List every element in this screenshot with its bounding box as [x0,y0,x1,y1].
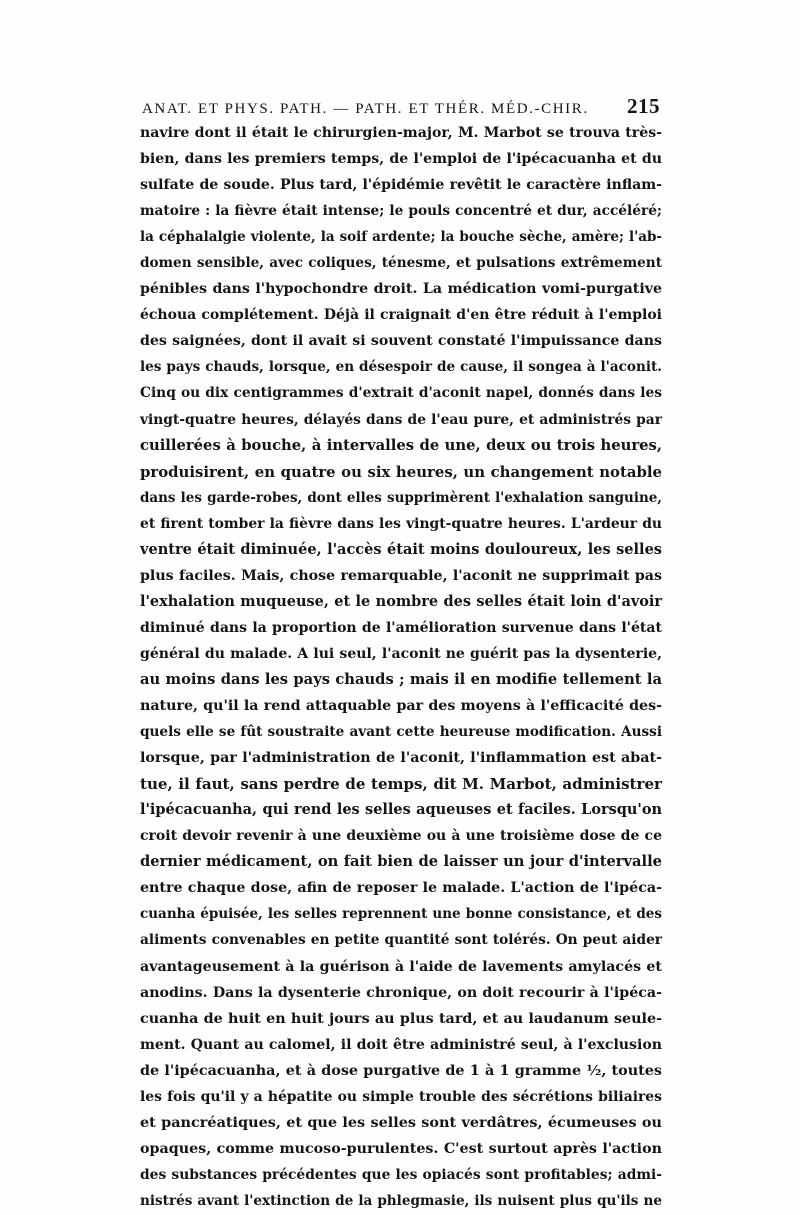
text-line: au moins dans les pays chauds ; mais il en modifie tellement la [140,670,662,688]
text-line: bien, dans les premiers temps, de l'emploi de l'ipécacuanha et du [140,151,662,168]
text-line: opaques, comme mucoso-purulentes. C'est surtout après l'action [140,1140,662,1157]
page-number: 215 [627,94,660,118]
text-line: de l'ipécacuanha, et à dose purgative de 1 à 1 gramme ½, toutes [140,1062,662,1079]
text-line: des substances précédentes que les opiacés sont profitables; admi- [140,1166,662,1183]
running-title: ANAT. ET PHYS. PATH. — PATH. ET THÉR. MÉD.-CHIR. [142,101,589,117]
text-line: cuanha épuisée, les selles reprennent une bonne consistance, et des [140,906,662,923]
text-line: général du malade. A lui seul, l'aconit ne guérit pas la dysenterie, [140,645,662,662]
text-line: des saignées, dont il avait si souvent constaté l'impuissance dans [140,333,662,350]
text-line: diminué dans la proportion de l'amélioration survenue dans l'état [140,619,662,636]
text-line: et pancréatiques, et que les selles sont verdâtres, écumeuses ou [140,1113,662,1131]
text-line: cuillerées à bouche, à intervalles de une, deux ou trois heures, [140,436,662,454]
text-line: produisirent, en quatre ou six heures, un changement notable [140,462,662,481]
text-line: ment. Quant au calomel, il doit être administré seul, à l'exclusion [140,1036,662,1053]
text-line: pénibles dans l'hypochondre droit. La médication vomi-purgative [140,281,662,298]
text-line: aliments convenables en petite quantité sont tolérés. On peut aider [140,932,662,949]
running-head [142,94,660,120]
text-line: échoua complétement. Déjà il craignait d'en être réduit à l'emploi [140,307,662,324]
text-line: les fois qu'il y a hépatite ou simple trouble des sécrétions biliaires [140,1088,662,1105]
body-text [140,120,662,1214]
text-line: nistrés avant l'extinction de la phlegmasie, ils nuisent plus qu'ils ne [140,1192,662,1209]
text-line: tue, il faut, sans perdre de temps, dit M. Marbot, administrer [140,775,662,794]
text-line: entre chaque dose, afin de reposer le malade. L'action de l'ipéca- [140,880,662,897]
text-line: dernier médicament, on fait bien de laisser un jour d'intervalle [140,853,662,871]
text-line: quels elle se fût soustraite avant cette heureuse modification. Aussi [140,724,662,741]
text-line: la céphalalgie violente, la soif ardente; la bouche sèche, amère; l'ab- [140,229,662,246]
text-line: Cinq ou dix centigrammes d'extrait d'aconit napel, donnés dans les [140,385,662,402]
text-line: et firent tomber la fièvre dans les vingt-quatre heures. L'ardeur du [140,515,662,532]
text-line: domen sensible, avec coliques, ténesme, et pulsations extrêmement [140,255,662,272]
text-line: navire dont il était le chirurgien-major, M. Marbot se trouva très- [140,125,662,141]
text-line: dans les garde-robes, dont elles supprimèrent l'exhalation sanguine, [140,489,662,506]
text-line: les pays chauds, lorsque, en désespoir de cause, il songea à l'aconit. [140,359,662,376]
text-line: l'ipécacuanha, qui rend les selles aqueuses et faciles. Lorsqu'on [140,801,662,819]
text-line: l'exhalation muqueuse, et le nombre des selles était loin d'avoir [140,592,662,610]
text-line: cuanha de huit en huit jours au plus tard, et au laudanum seule- [140,1010,662,1027]
text-line: sulfate de soude. Plus tard, l'épidémie revêtit le caractère inflam- [140,177,662,194]
text-line: ventre était diminuée, l'accès était moins douloureux, les selles [140,540,662,558]
text-line: nature, qu'il la rend attaquable par des moyens à l'efficacité des- [140,698,662,715]
text-line: matoire : la fièvre était intense; le pouls concentré et dur, accéléré; [140,203,662,220]
text-line: vingt-quatre heures, délayés dans de l'eau pure, et administrés par [140,411,662,428]
text-line: plus faciles. Mais, chose remarquable, l'aconit ne supprimait pas [140,567,662,584]
text-line: croit devoir revenir à une deuxième ou à une troisième dose de ce [140,828,662,845]
text-line: anodins. Dans la dysenterie chronique, on doit recourir à l'ipéca- [140,984,662,1001]
text-line: lorsque, par l'administration de l'aconit, l'inflammation est abat- [140,750,662,767]
text-line: avantageusement à la guérison à l'aide de lavements amylacés et [140,958,662,975]
